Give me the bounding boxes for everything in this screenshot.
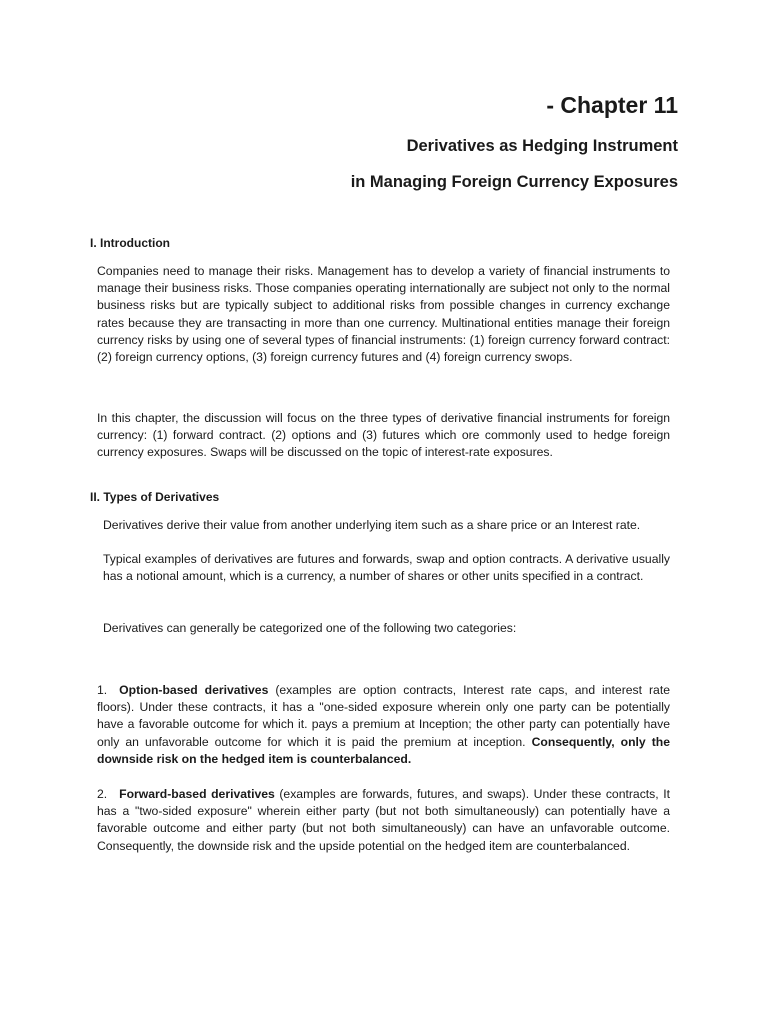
types-paragraph-1: Derivatives derive their value from another underlying item such as a share price or an Interest rate. — [103, 518, 641, 532]
list-item-text: (examples are forwards, futures, and swaps). Under these contracts, It has a "two-sided exposure" wherein either party (but not both simultaneously) can potentially have a favorable outcome and either party (but not both simultaneously) can have an unfavorable outcome. Consequently, the downside risk and the upside potential on the hedged item are counterbalanced. — [97, 787, 670, 853]
list-item-forward-based — [97, 786, 670, 855]
chapter-subtitle-line1: Derivatives as Hedging Instrument — [406, 137, 678, 155]
chapter-title: - Chapter 11 — [546, 92, 678, 118]
list-item-text: (examples are option contracts, Interest rate caps, and interest rate floors). Under these contracts, it has a "one-sided exposure wherein only one party can be potentially have a favorable outcome for which it. pays a premium at Inception; the other party can potentially have only an unfavorable outcome for which it is paid the premium at inception. — [97, 683, 670, 749]
list-item-option-based — [97, 682, 670, 768]
intro-paragraph-1: Companies need to manage their risks. Management has to develop a variety of financial instruments to manage their business risks. Those companies operating internationally are subject not only to the normal business risks but are typically subject to additional risks from possible changes in currency exchange rates because they are transacting in more than one currency. Multinational entities manage their foreign currency risks by using one of several types of financial instruments: (1) foreign currency forward contract: (2) foreign currency options, (3) foreign currency futures and (4) foreign currency swops. — [97, 264, 670, 365]
list-item-term: Option-based derivatives — [119, 683, 269, 697]
intro-paragraph-2: In this chapter, the discussion will focus on the three types of derivative financial instruments for foreign currency: (1) forward contract. (2) options and (3) futures which ore commonly used to hedge foreign currency exposures. Swaps will be discussed on the topic of interest-rate exposures. — [97, 411, 670, 460]
list-item-number: 2. — [97, 787, 108, 801]
list-item-conclusion: Consequently, only the downside risk on the hedged item is counterbalanced. — [97, 734, 671, 766]
types-paragraph-3: Derivatives can generally be categorized one of the following two categories: — [103, 621, 517, 635]
section-heading-types: II. Types of Derivatives — [90, 490, 220, 504]
chapter-subtitle-line2: in Managing Foreign Currency Exposures — [350, 173, 678, 191]
list-item-number: 1. — [97, 683, 108, 697]
types-paragraph-2: Typical examples of derivatives are futures and forwards, swap and option contracts. A derivative usually has a notional amount, which is a currency, a number of shares or other units specified in a contract. — [103, 552, 670, 584]
list-item-term: Forward-based derivatives — [119, 787, 275, 801]
section-heading-introduction: I. Introduction — [90, 236, 170, 250]
